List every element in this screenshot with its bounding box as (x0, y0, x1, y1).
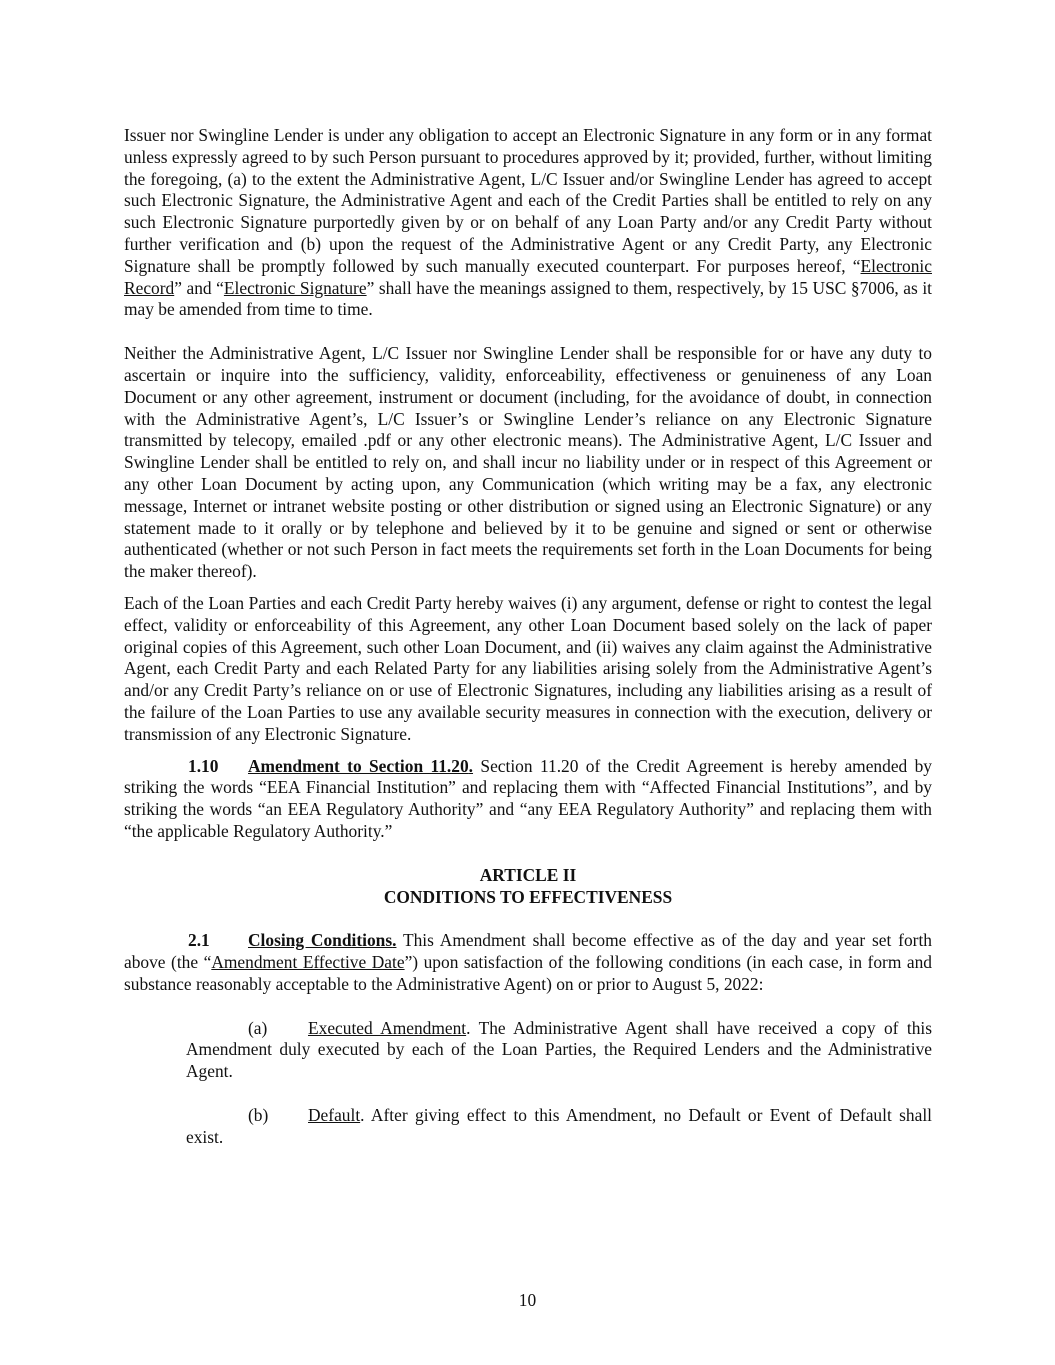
condition-text: . After giving effect to this Amendment, no Default or Event of Default shall exist. (186, 1105, 932, 1147)
condition-title: Executed Amendment (308, 1017, 467, 1038)
condition-b (186, 1105, 932, 1149)
section-2-1 (124, 930, 932, 995)
section-body: ”) upon satisfaction of the following conditions (in each case, in form and substance reasonably acceptable to the Administrative Agent) on or prior to August 5, 2022: (124, 952, 932, 994)
defined-term-amendment-effective-date: Amendment Effective Date (211, 952, 405, 973)
condition-label: (b) (248, 1105, 269, 1126)
section-heading: Closing Conditions (248, 930, 393, 951)
paragraph-no-responsibility: Neither the Administrative Agent, L/C Issuer nor Swingline Lender shall be responsible for or have any duty to ascertain or inquire into the sufficiency, validity, enforceability, effectiveness or genuineness of any Loan Document or any other agreement, instrument or document (including, for the avoidance of doubt, in connection with the Administrative Agent’s, L/C Issuer’s or Swingline Lender’s reliance on any Electronic Signature transmitted by telecopy, emailed .pdf or any other electronic means). The Administrative Agent, L/C Issuer and Swingline Lender shall be entitled to rely on, and shall incur no liability under or in respect of this Agreement or any other Loan Document by acting upon, any Communication (which writing may be a fax, any electronic message, Internet or intranet website posting or other distribution or signed using an Electronic Signature) or any statement made to it orally or by telephone and believed by it to be genuine and signed or sent or otherwise authenticated (whether or not such Person in fact meets the requirements set forth in the Loan Documents for being the maker thereof). (124, 343, 932, 582)
paragraph-text: ” shall have the meanings assigned to them, respectively, by 15 USC §7006, as it may be amended from time to time. (124, 277, 932, 320)
condition-label: (a) (248, 1017, 268, 1038)
section-1-10 (124, 756, 932, 843)
section-number: 2.1 (188, 930, 210, 951)
section-heading: Amendment to Section 11.20 (248, 755, 469, 776)
article-title: ARTICLE II (479, 864, 577, 885)
section-body: This Amendment shall become effective as of the day and year set forth above (the “ (124, 930, 932, 973)
article-subtitle: CONDITIONS TO EFFECTIVENESS (383, 886, 673, 907)
document-page (124, 125, 932, 1171)
paragraph-text: ” and “ (174, 277, 224, 298)
condition-title: Default (308, 1105, 361, 1126)
paragraph-electronic-signature (124, 125, 932, 321)
defined-term-electronic-record: Electronic Record (124, 255, 932, 298)
page-number: 10 (518, 1290, 537, 1310)
heading-punctuation: . (392, 930, 397, 951)
section-body: Section 11.20 of the Credit Agreement is hereby amended by striking the words “EEA Financial Institution” and replacing them with “Affected Financial Institutions”, and by striking the words “an EEA Regulatory Authority” and “any EEA Regulatory Authority” and replacing them with “the applicable Regulatory Authority.” (124, 755, 933, 841)
heading-punctuation: . (468, 755, 474, 776)
paragraph-text: Issuer nor Swingline Lender is under any obligation to accept an Electronic Signature in any form or in any format unless expressly agreed to by such Person pursuant to procedures approved by it; provided, further, without limiting the foregoing, (a) to the extent the Administrative Agent, L/C Issuer and/or Swingline Lender has agreed to accept such Electronic Signature, the Administrative Agent and each of the Credit Parties shall be entitled to rely on any such Electronic Signature purportedly given by or on behalf of any Loan Party and/or any Credit Party without further verification and (b) upon the request of the Administrative Agent or any Credit Party, any Electronic Signature shall be promptly followed by such manually executed counterpart. For purposes hereof, “ (124, 125, 932, 276)
article-heading (124, 865, 932, 909)
defined-term-electronic-signature: Electronic Signature (223, 277, 367, 298)
paragraph-waiver: Each of the Loan Parties and each Credit Party hereby waives (i) any argument, defense or right to contest the legal effect, validity or enforceability of this Agreement, any other Loan Document based solely on the lack of paper original copies of this Agreement, such other Loan Document, and (ii) waives any claim against the Administrative Agent, each Credit Party and each Related Party for any liabilities arising solely from the Administrative Agent’s and/or any Credit Party’s reliance on or use of Electronic Signatures, including any liabilities arising as a result of the failure of the Loan Parties to use any available security measures in connection with the execution, delivery or transmission of any Electronic Signature. (124, 592, 932, 744)
condition-text: . The Administrative Agent shall have received a copy of this Amendment duly executed by each of the Loan Parties, the Required Lenders and the Administrative Agent. (186, 1017, 932, 1082)
section-number: 1.10 (188, 755, 219, 776)
condition-a (186, 1018, 932, 1083)
